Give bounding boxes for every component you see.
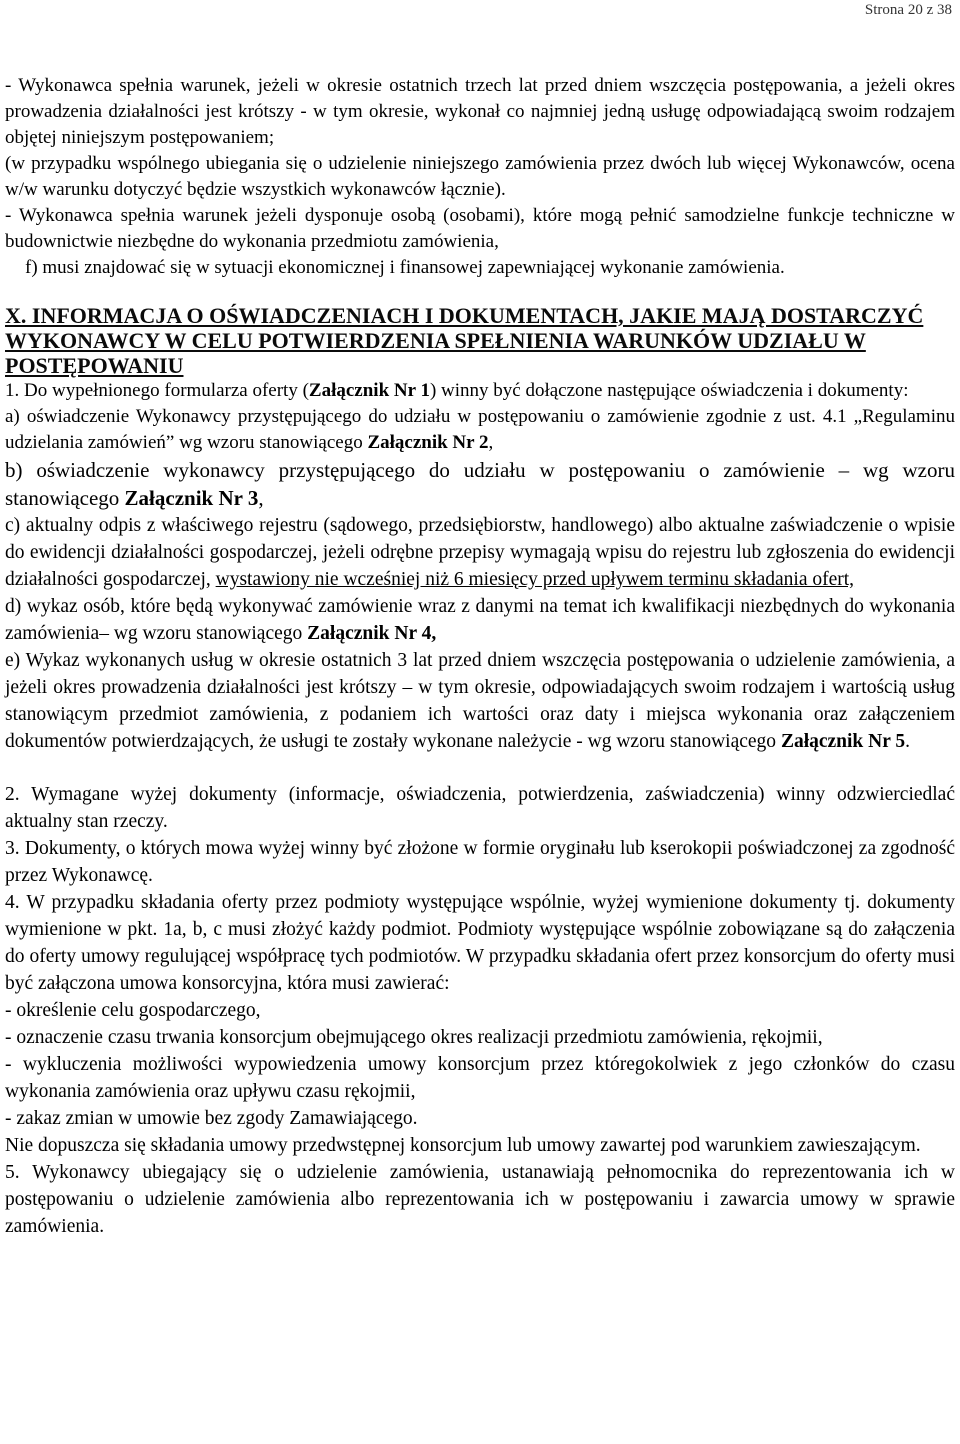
paragraph-note: Nie dopuszcza się składania umowy przedwstępnej konsorcjum lub umowy zawartej pod warunkiem zawieszającym. xyxy=(5,1135,921,1156)
item-a: a) oświadczenie Wykonawcy przystępującego do udziału w postępowaniu o zamówienie zgodnie z ust. 4.1 „Regulaminu udzielania zamówień” wg wzoru stanowiącego Załącznik Nr 2, xyxy=(5,406,955,453)
paragraph-condition-financial: f) musi znajdować się w sytuacji ekonomicznej i finansowej zapewniającej wykonanie zamówienia. xyxy=(25,257,785,278)
list-item: - zakaz zmian w umowie bez zgody Zamawiającego. xyxy=(5,1108,418,1129)
item-2: 2. Wymagane wyżej dokumenty (informacje, oświadczenia, potwierdzenia, zaświadczenia) winny odzwierciedlać aktualny stan rzeczy. xyxy=(5,784,955,832)
item-3: 3. Dokumenty, o których mowa wyżej winny być złożone w formie oryginału lub kserokopii poświadczonej za zgodność przez Wykonawcę. xyxy=(5,838,955,886)
item-e: e) Wykaz wykonanych usług w okresie ostatnich 3 lat przed dniem wszczęcia postępowania o udzielenie zamówienia, a jeżeli okres prowadzenia działalności jest krótszy – w tym okresie, odpowiadających swoim rodzajem i wartością usług stanowiącym przedmiot zamówienia, z podaniem ich wartości oraz daty i miejsca wykonania oraz załączeniem dokumentów potwierdzających, że usługi te zostały wykonane należycie - wg wzoru stanowiącego Załącznik Nr 5. xyxy=(5,650,955,752)
underlined-requirement: wystawiony nie wcześniej niż 6 miesięcy przed upływem terminu składania ofert, xyxy=(215,569,855,590)
list-item: - określenie celu gospodarczego, xyxy=(5,1000,261,1021)
item-d: d) wykaz osób, które będą wykonywać zamówienie wraz z danymi na temat ich kwalifikacji niezbędnych do wykonania zamówienia– wg wzoru stanowiącego Załącznik Nr 4, xyxy=(5,596,955,644)
item-5: 5. Wykonawcy ubiegający się o udzielenie zamówienia, ustanawiają pełnomocnika do reprezentowania ich w postępowaniu o udzielenie zamówienia albo reprezentowania ich w postępowaniu i zawarcia umowy w sprawie zamówienia. xyxy=(5,1162,955,1237)
item-c: c) aktualny odpis z właściwego rejestru (sądowego, przedsiębiorstw, handlowego) albo aktualne zaświadczenie o wpisie do ewidencji działalności gospodarczej, jeżeli odrębne przepisy wymagają wpisu do rejestru lub zgłoszenia do ewidencji działalności gospodarczej, wystawiony nie wcześniej niż 6 miesięcy przed upływem terminu składania ofert, xyxy=(5,515,955,590)
spacer xyxy=(5,281,955,303)
item-b: b) oświadczenie wykonawcy przystępującego do udziału w postępowaniu o zamówienie – wg wzoru stanowiącego Załącznik Nr 3, xyxy=(5,458,955,510)
list-item: - wykluczenia możliwości wypowiedzenia umowy konsorcjum przez któregokolwiek z jego członków do czasu wykonania zamówienia oraz upływu czasu rękojmii, xyxy=(5,1054,955,1102)
document-body xyxy=(5,73,955,1240)
item-1: 1. Do wypełnionego formularza oferty (Załącznik Nr 1) winny być dołączone następujące oświadczenia i dokumenty: xyxy=(5,380,909,401)
list-item: - oznaczenie czasu trwania konsorcjum obejmującego okres realizacji przedmiotu zamówienia, rękojmii, xyxy=(5,1027,823,1048)
item-4: 4. W przypadku składania oferty przez podmioty występujące wspólnie, wyżej wymienione dokumenty tj. dokumenty wymienione w pkt. 1a, b, c musi złożyć każdy podmiot. Podmioty występujące wspólnie zobowiązane są do załączenia do oferty umowy regulującej współpracę tych podmiotów. W przypadku składania ofert przez konsorcjum do oferty musi być załączona umowa konsorcyjna, która musi zawierać: xyxy=(5,892,955,994)
spacer xyxy=(5,755,955,781)
section-heading: X. INFORMACJA O OŚWIADCZENIACH I DOKUMENTACH, JAKIE MAJĄ DOSTARCZYĆ WYKONAWCY W CELU POTWIERDZENIA SPEŁNIENIA WARUNKÓW UDZIAŁU W POSTĘPOWANIU xyxy=(5,303,924,378)
paragraph-condition-personnel: - Wykonawca spełnia warunek jeżeli dysponuje osobą (osobami), które mogą pełnić samodzielne funkcje techniczne w budownictwie niezbędne do wykonania przedmiotu zamówienia, xyxy=(5,205,955,252)
paragraph-condition-services: - Wykonawca spełnia warunek, jeżeli w okresie ostatnich trzech lat przed dniem wszczęcia postępowania, a jeżeli okres prowadzenia działalności jest krótszy - w tym okresie, wykonał co najmniej jedną usługę odpowiadającą swoim rodzajem objętej niniejszym postępowaniem; xyxy=(5,75,955,148)
paragraph-joint-bidding-note: (w przypadku wspólnego ubiegania się o udzielenie niniejszego zamówienia przez dwóch lub więcej Wykonawców, ocena w/w warunku dotyczyć będzie wszystkich wykonawców łącznie). xyxy=(5,153,955,200)
page-number: Strona 20 z 38 xyxy=(864,2,952,18)
